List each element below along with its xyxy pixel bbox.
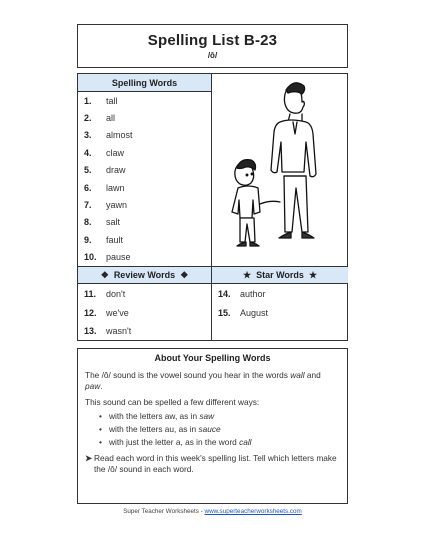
- example-word: paw: [85, 381, 101, 391]
- word-number: 13.: [84, 326, 97, 337]
- text-span: with the letters au, as in: [109, 424, 199, 434]
- word-text: salt: [106, 217, 121, 228]
- word-number: 15.: [218, 307, 231, 318]
- word-text: lawn: [106, 182, 125, 193]
- instruction: [85, 453, 340, 475]
- spelling-words-header: Spelling Words: [78, 74, 212, 92]
- word-number: 11.: [84, 289, 97, 300]
- word-text: don't: [106, 289, 126, 300]
- word-number: 12.: [84, 307, 97, 318]
- word-number: 4.: [84, 147, 92, 158]
- father-and-son-illustration: [218, 76, 346, 252]
- footer-text: Super Teacher Worksheets -: [123, 508, 205, 515]
- review-words-label: Review Words: [113, 270, 176, 280]
- review-words-header: [78, 266, 212, 284]
- list-item: [78, 109, 211, 126]
- word-number: 8.: [84, 217, 92, 228]
- page-title: Spelling List B-23: [147, 32, 278, 49]
- spelling-word-list: [78, 92, 212, 266]
- word-text: tall: [106, 95, 118, 106]
- review-diamond-icon: ❖: [180, 270, 189, 280]
- list-item: [78, 214, 211, 231]
- list-item: [78, 127, 211, 144]
- text-span: with just the letter a, as in the word: [109, 437, 240, 447]
- word-text: fault: [106, 234, 124, 245]
- word-number: 1.: [84, 95, 92, 106]
- list-item: [78, 92, 211, 109]
- instruction-text: Read each word in this week's spelling list. Tell which letters make the /ô/ sound in each word.: [94, 453, 337, 474]
- star-word-list: [212, 284, 348, 322]
- review-word-list: [78, 284, 212, 341]
- word-text: claw: [106, 147, 125, 158]
- list-item: [78, 196, 211, 213]
- word-number: 5.: [84, 165, 92, 176]
- word-text: we've: [106, 307, 129, 318]
- word-number: 9.: [84, 234, 92, 245]
- word-text: draw: [106, 165, 126, 176]
- word-text: all: [106, 113, 116, 124]
- example-word: sauce: [198, 424, 221, 434]
- title-box: [77, 24, 348, 68]
- list-item: [99, 410, 340, 423]
- text-span: .: [100, 381, 103, 391]
- list-item: [78, 144, 211, 161]
- list-item: [78, 285, 211, 304]
- text-span: The /ô/ sound is the vowel sound you hear in the words: [85, 370, 291, 380]
- word-number: 10.: [84, 252, 97, 263]
- list-item: [78, 249, 211, 266]
- about-title: About Your Spelling Words: [154, 353, 271, 363]
- word-number: 7.: [84, 200, 92, 211]
- word-text: almost: [106, 130, 133, 141]
- word-text: August: [240, 307, 269, 318]
- word-text: author: [240, 289, 266, 300]
- about-paragraph-1: [85, 370, 340, 392]
- star-icon: ★: [308, 270, 318, 280]
- star-icon: ★: [242, 270, 252, 280]
- arrow-right-icon: ➤: [85, 453, 92, 463]
- word-text: yawn: [106, 200, 128, 211]
- page-subtitle: /ô/: [207, 51, 218, 60]
- example-word: call: [239, 437, 252, 447]
- example-word: wall: [290, 370, 305, 380]
- word-number: 14.: [218, 289, 231, 300]
- about-box: [77, 348, 348, 504]
- review-diamond-icon: ❖: [100, 270, 109, 280]
- word-text: wasn't: [106, 326, 132, 337]
- list-item: [99, 436, 340, 449]
- list-item: [99, 423, 340, 436]
- list-item: [78, 322, 211, 341]
- text-span: with the letters aw, as in: [109, 411, 200, 421]
- about-paragraph-2: This sound can be spelled a few different ways:: [85, 397, 260, 407]
- example-word: saw: [199, 411, 215, 421]
- star-words-label: Star Words: [256, 270, 304, 280]
- footer-link[interactable]: www.superteacherworksheets.com: [204, 508, 302, 515]
- footer: [0, 508, 425, 515]
- list-item: [78, 162, 211, 179]
- word-text: pause: [106, 252, 131, 263]
- spelling-patterns-list: [99, 410, 340, 449]
- word-number: 2.: [84, 113, 92, 124]
- word-number: 3.: [84, 130, 92, 141]
- list-item: [78, 304, 211, 323]
- word-lists-box: [77, 73, 348, 341]
- list-item: [212, 304, 348, 323]
- star-words-header: [212, 266, 348, 284]
- list-item: [78, 231, 211, 248]
- text-span: and: [304, 370, 321, 380]
- word-number: 6.: [84, 182, 92, 193]
- list-item: [212, 285, 348, 304]
- list-item: [78, 179, 211, 196]
